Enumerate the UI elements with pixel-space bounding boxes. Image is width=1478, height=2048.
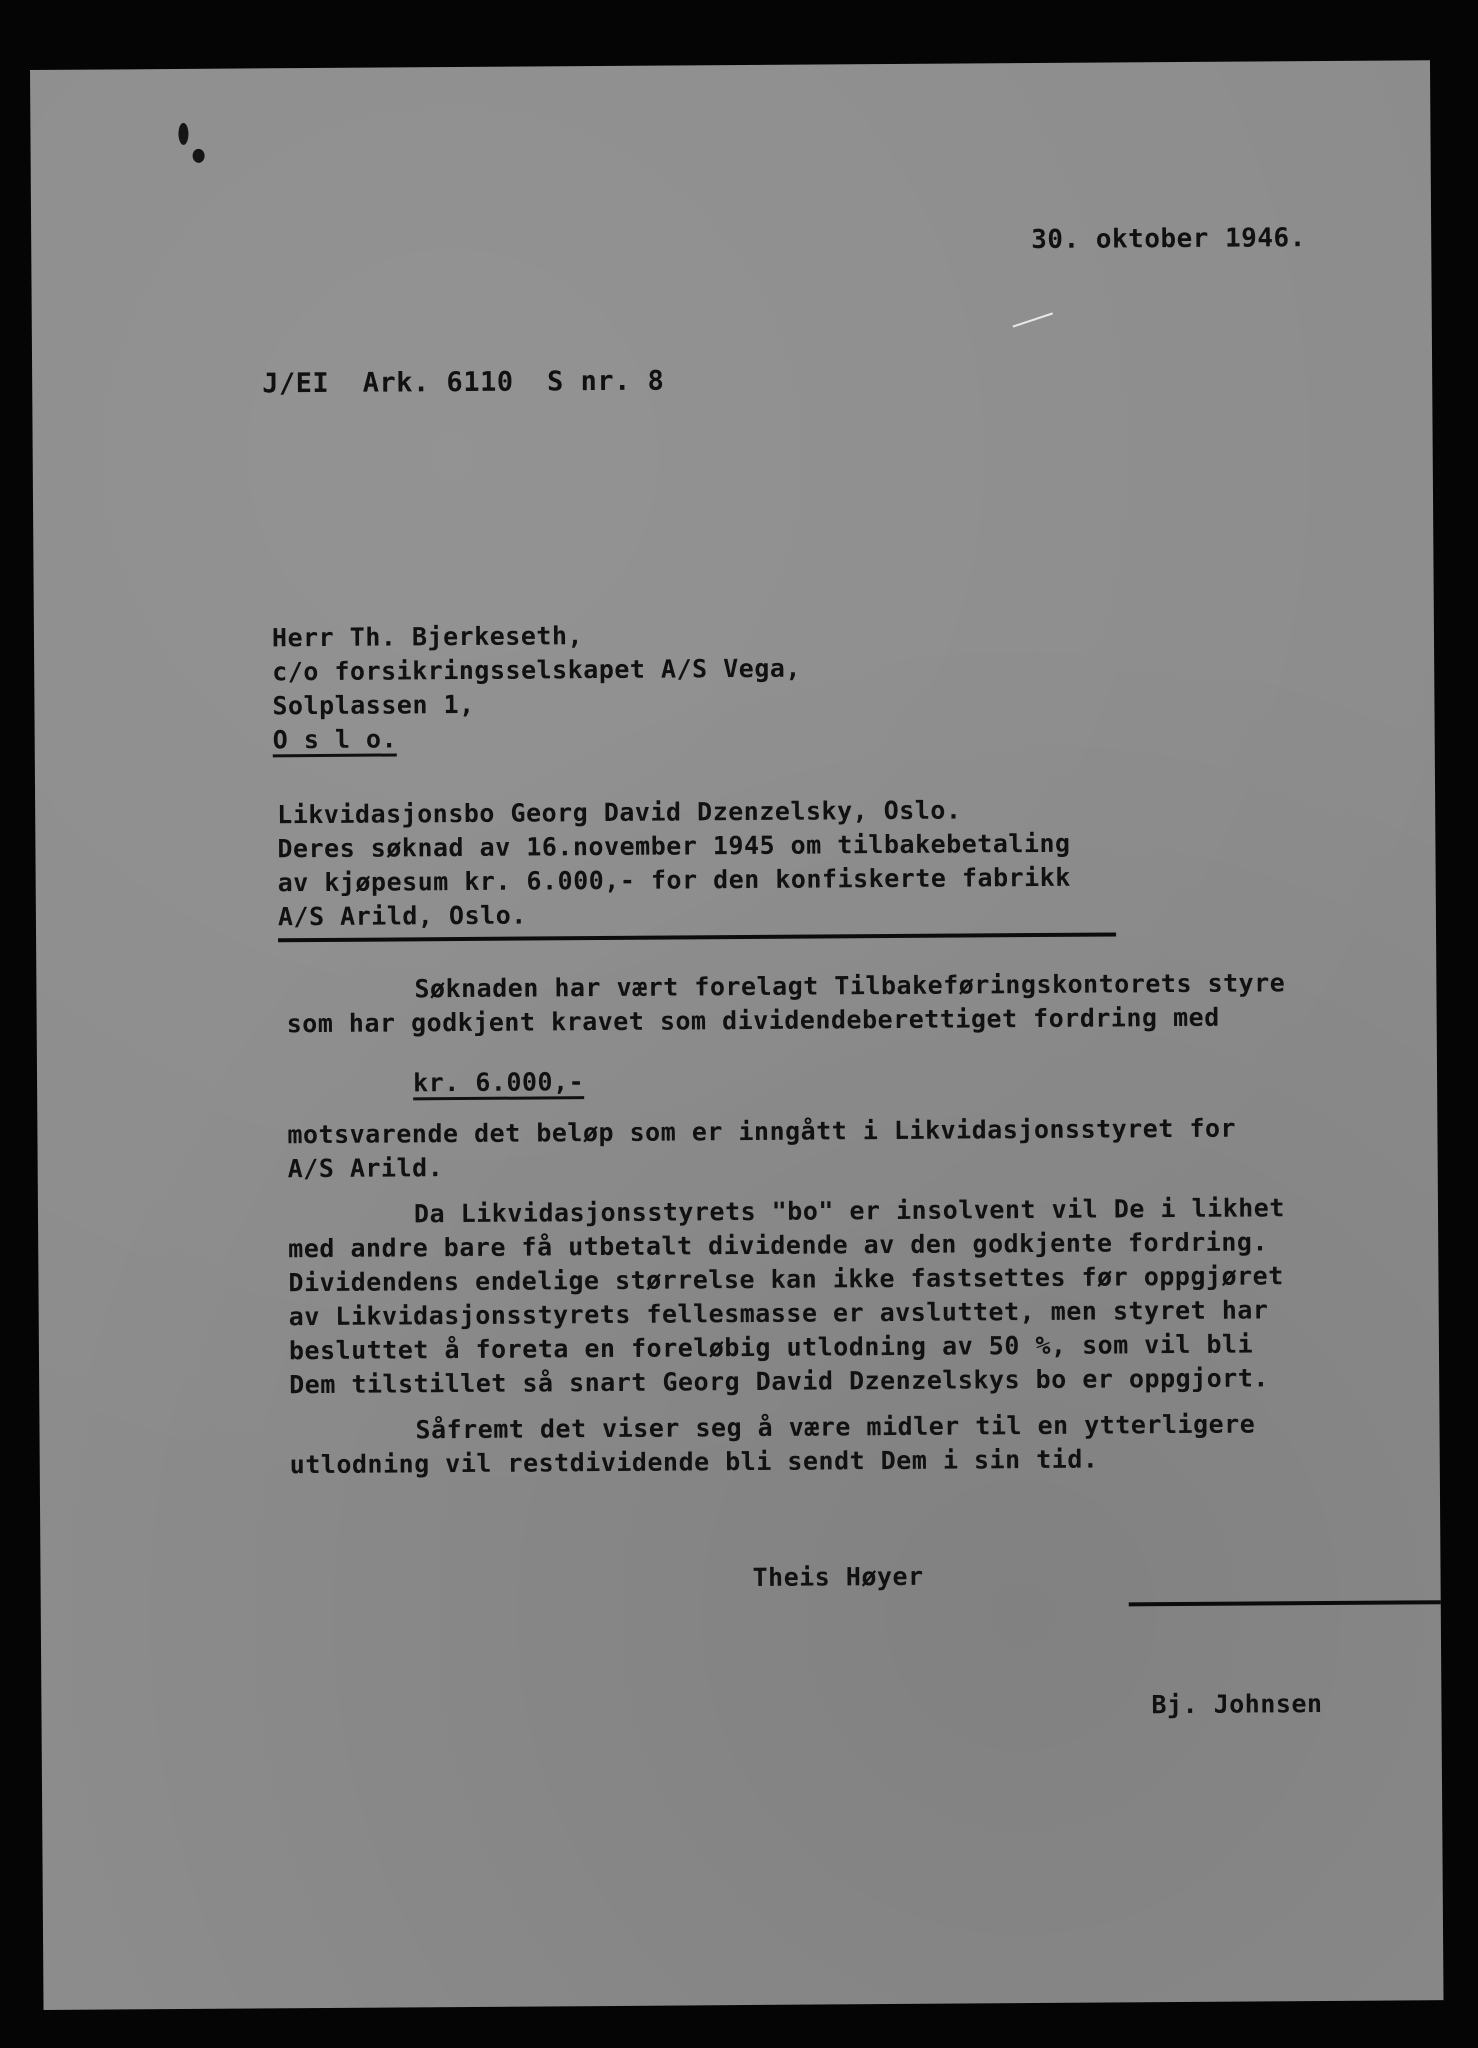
document-sheet [30,60,1444,2010]
paragraph-1-line-4: A/S Arild. [287,1153,444,1184]
paragraph-2-line-1: Da Likvidasjonsstyrets "bo" er insolvent vil De i likhet [413,1193,1285,1229]
paragraph-2-line-6: Dem tilstillet så snart Georg David Dzenzelskys bo er oppgjort. [289,1363,1269,1400]
signature-theis-hoyer: Theis Høyer [752,1561,924,1592]
subject-line-2: Deres søknad av 16.november 1945 om tilbakebetaling [277,828,1071,864]
ink-blot [178,123,188,145]
paragraph-3-line-1: Såfremt det viser seg å være midler til en ytterligere [415,1409,1256,1445]
ink-blot [193,149,205,163]
signature-bj-johnsen: Bj. Johnsen [1151,1689,1323,1720]
paragraph-1-line-2: som har godkjent kravet som dividendeberettiget fordring med [286,1002,1220,1039]
paragraph-3-line-2: utlodning vil restdividende bli sendt Dem i sin tid. [289,1444,1099,1480]
subject-line-4: A/S Arild, Oslo. [277,900,527,932]
paragraph-2-line-3: Dividendens endelige størrelse kan ikke fastsettes før oppgjøret [288,1261,1284,1298]
paragraph-2-line-5: besluttet å foreta en foreløbig utlodning av 50 %, som vil bli [288,1329,1254,1366]
signature-line [1129,1600,1441,1606]
subject-underline [278,932,1116,942]
recipient-line-3: Solplassen 1, [272,689,475,721]
scratch-mark [1013,312,1053,327]
paragraph-2-line-4: av Likvidasjonsstyrets fellesmasse er avsluttet, men styret har [288,1295,1269,1332]
approved-amount: kr. 6.000,- [413,1067,584,1100]
subject-line-3: av kjøpesum kr. 6.000,- for den konfiskerte fabrikk [277,862,1071,898]
recipient-line-1: Herr Th. Bjerkeseth, [271,621,584,653]
reference-line: J/EI Ark. 6110 S nr. 8 [262,365,665,400]
recipient-city: O s l o. [273,724,398,757]
paragraph-1-line-3: motsvarende det beløp som er inngått i Likvidasjonsstyret for [287,1113,1237,1150]
paragraph-2-line-2: med andre bare få utbetalt dividende av den godkjente fordring. [288,1227,1269,1264]
paragraph-1-line-1: Søknaden har vært forelagt Tilbakeføringskontorets styre [414,968,1286,1004]
recipient-line-2: c/o forsikringsselskapet A/S Vega, [272,653,802,687]
letter-date: 30. oktober 1946. [1031,223,1306,256]
subject-line-1: Likvidasjonsbo Georg David Dzenzelsky, Oslo. [277,795,962,830]
